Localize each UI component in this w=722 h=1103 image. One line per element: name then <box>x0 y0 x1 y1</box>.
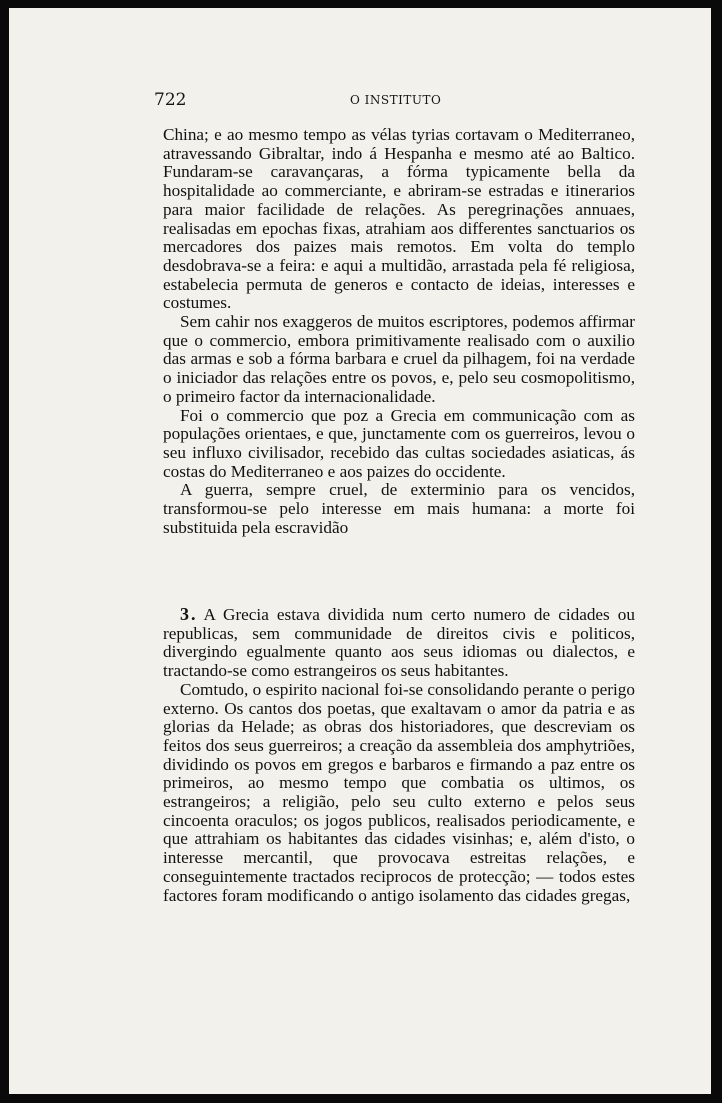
paragraph-war: A guerra, sempre cruel, de exterminio para os vencidos, transformou-se pelo interesse em mais humana: a morte foi substituida pela escravidão <box>163 480 635 537</box>
running-title: O INSTITUTO <box>350 93 442 107</box>
paragraph-continuation: China; e ao mesmo tempo as vélas tyrias cortavam o Mediterraneo, atravessando Gibraltar, indo á Hespanha e mesmo até ao Baltico. Fundaram-se caravançaras, a fórma typicamente bella da hospitalidade ao commerciante, e abriram-se estradas e itinerarios para maior facilidade de relações. As peregrinações annuaes, realisadas em epochas fixas, atrahiam aos differentes sanctuarios os mercadores dos paizes mais remotos. Em volta do templo desdobrava-se a feira: e aqui a multidão, arrastada pela fé religiosa, estabelecia permuta de generos e contacto de ideias, interesses e costumes. <box>163 125 635 313</box>
section-3 <box>163 605 635 905</box>
page-number: 722 <box>154 90 187 110</box>
section-3-paragraph-2: Comtudo, o espirito nacional foi-se consolidando perante o perigo externo. Os cantos dos poetas, que exaltavam o amor da patria e as glorias da Helade; as obras dos historiadores, que descreviam os feitos dos seus guerreiros; a creação da assembleia dos amphytriões, dividindo os povos em gregos e barbaros e firmando a paz entre os primeiros, ao mesmo tempo que combatia os ultimos, os estrangeiros; a religião, pelo seu culto externo e pelos seus cincoenta oraculos; os jogos publicos, realisados periodicamente, e que attrahiam os habitantes das cidades visinhas; e, além d'isto, o interesse mercantil, que provocava estreitas relações, e conseguintemente tractados reciprocos de protecção; — todos estes factores foram modificando o antigo isolamento das cidades gregas, <box>163 679 635 905</box>
paragraph-greece-commerce: Foi o commercio que poz a Grecia em communicação com as populações orientaes, e que, junctamente com os guerreiros, levou o seu influxo civilisador, recebido das cultas sociedades asiaticas, ás costas do Mediterraneo e aos paizes do occidente. <box>163 405 635 481</box>
paragraph-commerce: Sem cahir nos exaggeros de muitos escriptores, podemos affirmar que o commercio, embora primitivamente realisado com o auxilio das armas e sob a fórma barbara e cruel da pilhagem, foi na verdade o iniciador das relações entre os povos, e, pelo seu cosmopolitismo, o primeiro factor da internacionalidade. <box>163 312 635 406</box>
body-text-top <box>163 126 635 537</box>
section-3-paragraph-1 <box>163 605 635 681</box>
section-3-text-1: A Grecia estava dividida num certo numero de cidades ou republicas, sem communidade de direitos civis e politicos, divergindo egualmente quanto aos seus idiomas ou dialectos, e tractando-se como estrangeiros os seus habitantes. <box>163 605 635 681</box>
section-number: 3. <box>180 604 198 624</box>
page-header <box>154 90 644 114</box>
